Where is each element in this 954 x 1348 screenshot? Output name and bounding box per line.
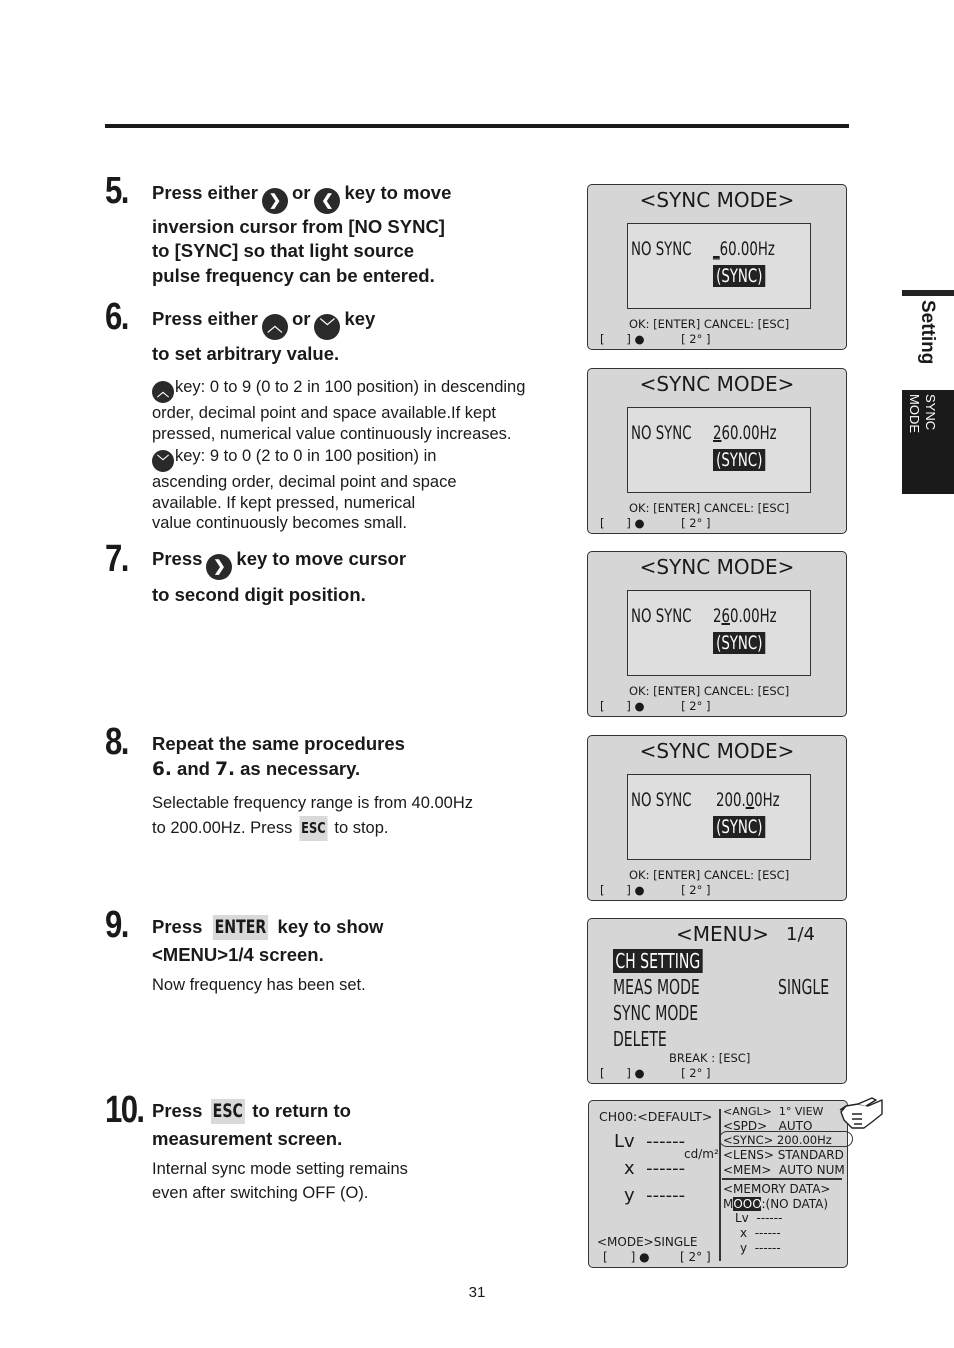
mode-label: <MODE>SINGLE [597, 1235, 698, 1249]
angl-setting: <ANGL> 1° VIEW [723, 1105, 824, 1118]
lcd-inner-panel [627, 407, 811, 493]
digit-cursor: 0 [745, 789, 755, 811]
up-key-icon: ︿ [152, 381, 174, 403]
menu-item-meas-mode: MEAS MODE [613, 975, 700, 999]
luminance-unit: cd/m² [684, 1147, 719, 1161]
no-sync-option: NO SYNC [631, 605, 692, 627]
esc-key-label: ESC [212, 1101, 243, 1122]
step-number: 7. [105, 538, 128, 580]
left-key-icon: ❮ [314, 188, 340, 214]
lcd-status-line: [ ] ● [ 2° ] [600, 699, 711, 713]
sync-option-selected: (SYNC) [713, 449, 766, 471]
lcd-inner-panel [627, 223, 811, 309]
sync-option-selected: (SYNC) [713, 816, 766, 838]
lcd-sync-mode-4 [587, 735, 847, 901]
lcd-title: <SYNC MODE> [639, 188, 795, 212]
lcd-status-line: [ ] ● [ 2° ] [603, 1250, 711, 1264]
no-sync-option: NO SYNC [631, 422, 692, 444]
divider-line [722, 1178, 842, 1180]
x-reading: x ------ [624, 1158, 686, 1179]
break-hint: BREAK : [ESC] [669, 1051, 751, 1065]
esc-key-label: ESC [299, 816, 327, 841]
down-key-icon: ﹀ [152, 450, 174, 472]
menu-title: <MENU> [676, 922, 770, 946]
lcd-sync-mode-2 [587, 368, 847, 534]
frequency-value: 260.00Hz [713, 605, 777, 627]
step-number: 9. [105, 904, 128, 946]
lcd-status-line: [ ] ● [ 2° ] [600, 332, 711, 346]
menu-item-delete: DELETE [613, 1027, 667, 1051]
lcd-title: <SYNC MODE> [639, 739, 795, 763]
step-number: 10. [105, 1089, 144, 1131]
lens-setting: <LENS> STANDARD [723, 1148, 844, 1162]
digit-cursor: _ [713, 238, 720, 260]
frequency-value: _60.00Hz [713, 238, 775, 260]
memory-y: y ------ [740, 1241, 781, 1255]
up-key-icon: ︿ [262, 314, 288, 340]
lcd-inner-panel [627, 590, 811, 676]
digit-cursor: 6 [721, 605, 730, 627]
sync-option-selected: (SYNC) [713, 632, 766, 654]
lcd-status-line: [ ] ● [ 2° ] [600, 883, 711, 897]
lcd-title: <SYNC MODE> [639, 372, 795, 396]
right-key-icon: ❯ [262, 188, 288, 214]
frequency-value: 260.00Hz [713, 422, 777, 444]
step-number: 8. [105, 721, 128, 763]
lcd-status-line: [ ] ● [ 2° ] [600, 516, 711, 530]
ok-cancel-hint: OK: [ENTER] CANCEL: [ESC] [629, 501, 790, 515]
sync-setting: <SYNC> 200.00Hz [723, 1133, 832, 1147]
memory-number: MOOO:(NO DATA) [723, 1197, 829, 1211]
side-tab-sync-mode: SYNC MODE [902, 390, 954, 494]
lcd-title: <SYNC MODE> [639, 555, 795, 579]
spd-setting: <SPD> AUTO [723, 1119, 813, 1133]
mem-setting: <MEM> AUTO NUM [723, 1163, 845, 1177]
side-tab-rule [902, 290, 954, 296]
lcd-sync-mode-1 [587, 184, 847, 350]
menu-item-ch-setting: CH SETTING [613, 949, 703, 973]
ok-cancel-hint: OK: [ENTER] CANCEL: [ESC] [629, 684, 790, 698]
step-number: 5. [105, 170, 128, 212]
no-sync-option: NO SYNC [631, 789, 692, 811]
pointing-hand-icon [838, 1092, 884, 1132]
meas-mode-value: SINGLE [778, 975, 830, 999]
lcd-menu [587, 918, 847, 1084]
memory-lv: Lv ------ [735, 1211, 783, 1225]
sync-highlight-oval [719, 1131, 853, 1147]
lcd-inner-panel [627, 774, 811, 860]
channel-label: CH00:<DEFAULT> [599, 1109, 713, 1124]
sync-option-selected: (SYNC) [713, 265, 766, 287]
no-sync-option: NO SYNC [631, 238, 692, 260]
ok-cancel-hint: OK: [ENTER] CANCEL: [ESC] [629, 868, 790, 882]
side-tab-setting: Setting [917, 300, 938, 365]
divider-line [719, 1109, 721, 1261]
down-key-icon: ﹀ [314, 314, 340, 340]
enter-key-label: ENTER [214, 917, 266, 938]
right-key-icon: ❯ [206, 554, 232, 580]
page-number: 31 [468, 1284, 486, 1301]
memory-data-label: <MEMORY DATA> [723, 1182, 831, 1196]
step-number: 6. [105, 296, 128, 338]
menu-item-sync-mode: SYNC MODE [613, 1001, 699, 1025]
digit-cursor: 2 [713, 422, 722, 444]
menu-page-indicator: 1/4 [786, 924, 815, 945]
lcd-measurement [588, 1100, 848, 1268]
ok-cancel-hint: OK: [ENTER] CANCEL: [ESC] [629, 317, 790, 331]
frequency-value: 200.00Hz [716, 789, 780, 811]
lv-reading: Lv ------ [614, 1131, 686, 1152]
top-rule [105, 124, 849, 128]
memory-x: x ------ [740, 1226, 781, 1240]
lcd-sync-mode-3 [587, 551, 847, 717]
lcd-status-line: [ ] ● [ 2° ] [600, 1066, 711, 1080]
y-reading: y ------ [624, 1185, 686, 1206]
